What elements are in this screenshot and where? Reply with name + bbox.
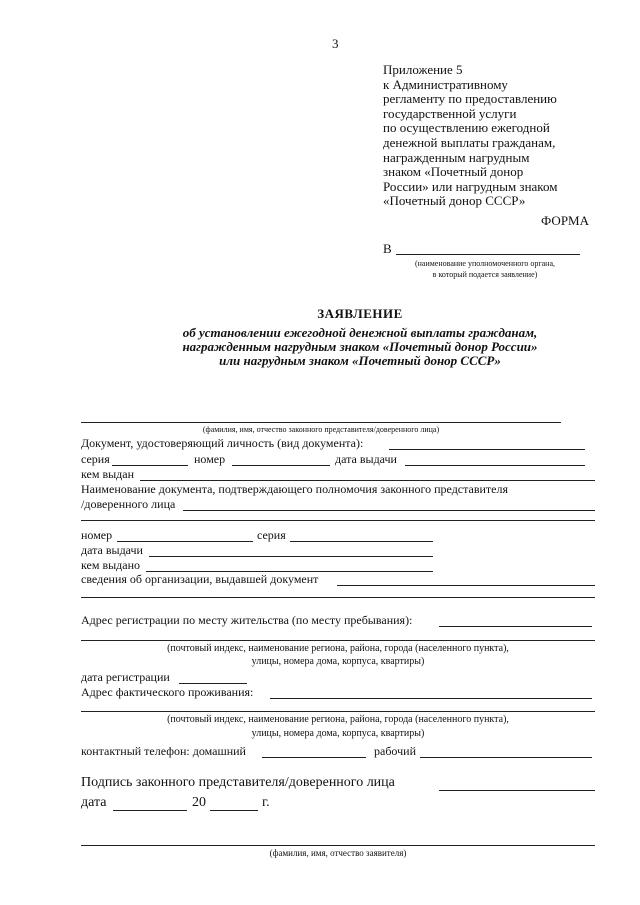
subtitle-line: или нагрудным знаком «Почетный донор СССР» [219, 353, 501, 368]
number2-line [117, 541, 253, 542]
issued-by2-label: кем выдано [81, 558, 141, 572]
number-label: номер [194, 452, 226, 466]
phone-work-label: рабочий [374, 744, 416, 758]
addressee-hint: (наименование уполномоченного органа, [414, 259, 556, 268]
phone-work-line [420, 757, 592, 758]
address-hint: улицы, номера дома, корпуса, квартиры) [251, 656, 425, 667]
annex-line: награжденным нагрудным [383, 149, 530, 165]
date-label: дата [81, 795, 107, 810]
phone-home-label: контактный телефон: домашний [81, 744, 246, 758]
number-line [232, 465, 330, 466]
annex-line: Приложение 5 [383, 62, 463, 77]
applicant-hint: (фамилия, имя, отчество заявителя) [269, 848, 407, 858]
reg-date-label: дата регистрации [81, 670, 170, 684]
series2-label: серия [257, 528, 286, 542]
year-line [210, 810, 258, 811]
applicant-line [81, 845, 595, 846]
actual-address-line-2 [81, 711, 595, 712]
annex-block [383, 63, 557, 209]
address-hint: (почтовый индекс, наименование региона, района, города (населенного пункта), [167, 643, 509, 654]
id-doc-label: Документ, удостоверяющий личность (вид документа): [81, 436, 364, 450]
actual-address-label: Адрес фактического проживания: [81, 685, 254, 699]
series-line [112, 465, 188, 466]
annex-line: знаком «Почетный донор [383, 164, 524, 180]
number2-label: номер [81, 528, 113, 542]
subtitle-line: об установлении ежегодной денежной выплаты гражданам, [182, 325, 538, 340]
org-info-line [337, 585, 595, 586]
signature-label: Подпись законного представителя/доверенного лица [81, 775, 395, 790]
series2-line [290, 541, 433, 542]
annex-line: денежной выплаты гражданам, [383, 134, 556, 150]
authority-doc-line [183, 510, 595, 511]
blank-line [81, 597, 595, 598]
title-main: ЗАЯВЛЕНИЕ [317, 306, 403, 321]
actual-address-line [270, 698, 592, 699]
subtitle-line: награжденным нагрудным знаком «Почетный донор России» [182, 339, 538, 354]
addressee-hint: в который подается заявление) [432, 270, 538, 279]
document-title [60, 307, 640, 321]
authority-doc-label-cont: /доверенного лица [81, 497, 176, 511]
issue-date-line [405, 465, 585, 466]
issue-date-label: дата выдачи [335, 452, 397, 466]
annex-line: России» или нагрудным знаком [383, 178, 558, 194]
fio-hint: (фамилия, имя, отчество законного представителя/доверенного лица) [202, 425, 440, 434]
year-prefix: 20 [192, 795, 206, 810]
authority-doc-label: Наименование документа, подтверждающего полномочия законного представителя [81, 482, 509, 496]
id-doc-line [389, 449, 585, 450]
issued-by-label: кем выдан [81, 467, 135, 481]
year-suffix: г. [262, 795, 270, 810]
org-info-label: сведения об организации, выдавшей документ [81, 572, 319, 586]
fio-line [81, 422, 561, 423]
annex-line: государственной услуги [383, 105, 517, 121]
address-hint: улицы, номера дома, корпуса, квартиры) [251, 728, 425, 739]
form-label: ФОРМА [541, 213, 589, 228]
addressee-prefix: В [383, 241, 392, 256]
document-subtitle [60, 326, 640, 368]
series-label: серия [81, 452, 110, 466]
reg-address-line-2 [81, 640, 595, 641]
reg-address-line [439, 626, 592, 627]
annex-line: «Почетный донор СССР» [383, 193, 526, 209]
page-number: 3 [332, 36, 339, 51]
addressee-line [396, 254, 580, 255]
reg-address-label: Адрес регистрации по месту жительства (по месту пребывания): [81, 613, 413, 627]
date-line [113, 810, 187, 811]
phone-home-line [262, 757, 366, 758]
issue-date2-label: дата выдачи [81, 543, 143, 557]
annex-line: регламенту по предоставлению [383, 91, 557, 107]
blank-line [81, 520, 595, 521]
annex-line: к Административному [383, 76, 508, 92]
issue-date2-line [149, 556, 433, 557]
annex-line: по осуществлению ежегодной [383, 120, 550, 136]
address-hint: (почтовый индекс, наименование региона, района, города (населенного пункта), [167, 714, 509, 725]
reg-date-line [179, 683, 247, 684]
signature-line [439, 790, 595, 791]
issued-by-line [140, 480, 595, 481]
